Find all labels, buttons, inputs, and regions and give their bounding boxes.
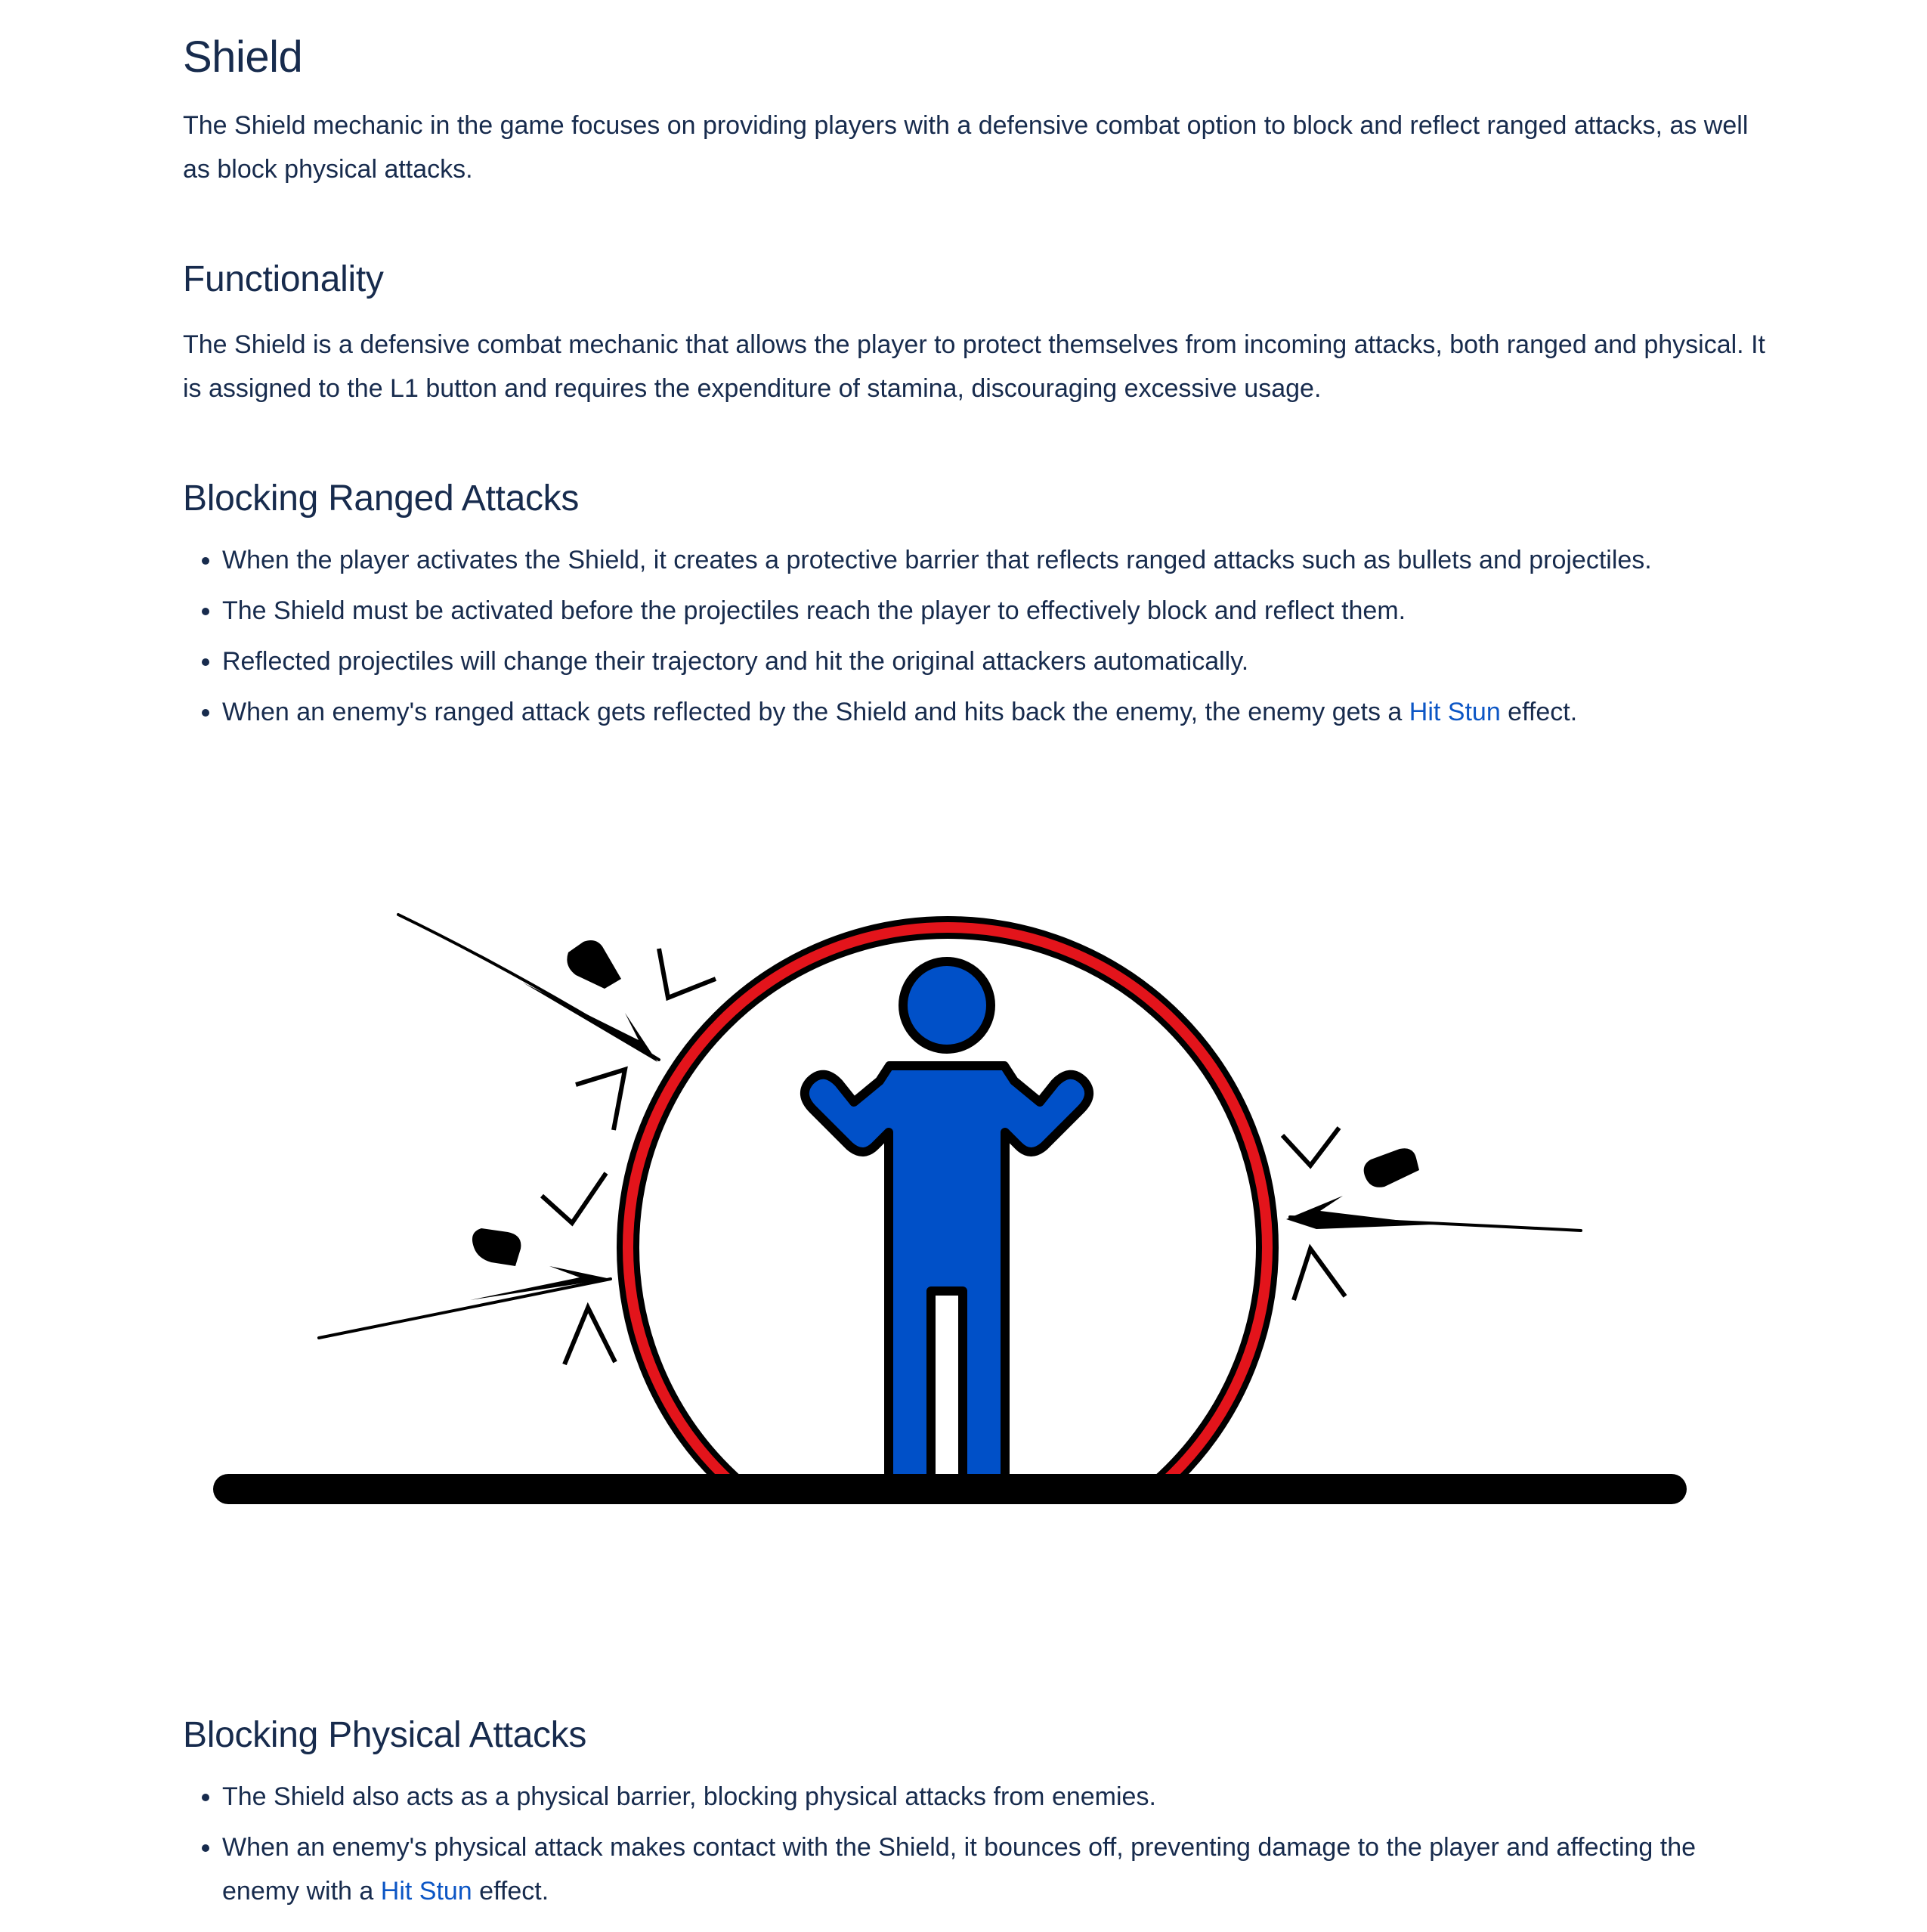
player-body: [805, 1066, 1089, 1494]
list-item: [222, 1825, 1770, 1913]
list-item-text: When an enemy's ranged attack gets reflected by the Shield and hits back the enemy, the enemy gets a: [222, 698, 1409, 726]
projectile-lower-left: [319, 1173, 615, 1364]
shield-diagram-svg: [183, 854, 1694, 1534]
list-item: • When the player activates the Shield, it creates a protective barrier that reflects ranged attacks such as bullets and projectiles.: [222, 538, 1770, 582]
hit-stun-link[interactable]: Hit Stun: [380, 1877, 472, 1906]
functionality-paragraph: The Shield is a defensive combat mechanic that allows the player to protect themselves from incoming attacks, both ranged and physical. It is assigned to the L1 button and requires the expenditure of stamina, discouraging excessive usage.: [183, 330, 1765, 403]
list-item-text: effect.: [472, 1877, 549, 1906]
arrow-head: [1286, 1196, 1434, 1229]
physical-heading: Blocking Physical Attacks: [183, 1715, 587, 1755]
ranged-heading: Blocking Ranged Attacks: [183, 478, 580, 519]
list-item: • The Shield must be activated before the projectiles reach the player to effectively block and reflect them.: [222, 589, 1770, 633]
list-item-text: When an enemy's physical attack makes contact with the Shield, it bounces off, preventing damage to the player and affecting the enemy with a: [222, 1833, 1697, 1906]
player-figure-icon: [805, 961, 1089, 1494]
projectile-right: [1282, 1128, 1581, 1300]
arrow-head: [523, 983, 657, 1062]
list-item: • Reflected projectiles will change their trajectory and hit the original attackers automatically.: [222, 639, 1770, 683]
page-title: Shield: [183, 33, 303, 82]
list-item: • The Shield also acts as a physical barrier, blocking physical attacks from enemies.: [222, 1775, 1770, 1819]
impact-mark: [564, 1308, 615, 1364]
list-item: [222, 690, 1770, 734]
impact-mark: [542, 1173, 606, 1223]
ranged-list: [183, 538, 1770, 741]
impact-mark: [576, 1070, 625, 1130]
impact-mark: [659, 949, 716, 998]
hit-stun-link[interactable]: Hit Stun: [1409, 698, 1501, 726]
intro-paragraph: The Shield mechanic in the game focuses on providing players with a defensive combat option to block and reflect ranged attacks, as well as block physical attacks.: [183, 111, 1749, 184]
impact-mark: [1282, 1128, 1339, 1166]
shield-illustration: [183, 854, 1694, 1534]
impact-mark: [1294, 1249, 1345, 1300]
player-head: [903, 961, 991, 1049]
functionality-heading: Functionality: [183, 259, 384, 299]
list-item-text: effect.: [1500, 698, 1578, 726]
bullet-icon: [1364, 1148, 1419, 1187]
bullet-icon: [472, 1228, 521, 1266]
trajectory-line: [319, 1279, 611, 1338]
bullet-icon: [567, 940, 621, 989]
physical-list: [183, 1775, 1770, 1920]
